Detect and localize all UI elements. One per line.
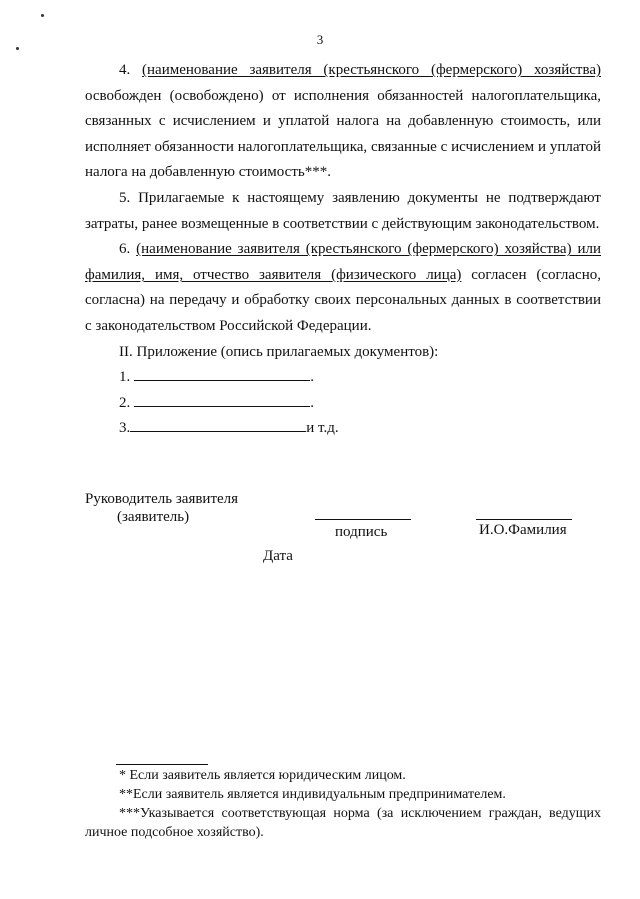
attachment-line-2 — [85, 391, 601, 417]
attachment-heading: II. Приложение (опись прилагаемых документов): — [119, 343, 439, 360]
document-body — [85, 58, 601, 442]
attachment-line-suffix: . — [310, 394, 314, 411]
name-caption: И.О.Фамилия — [479, 522, 567, 538]
paragraph-6 — [85, 237, 601, 339]
paragraph-5 — [85, 186, 601, 237]
paragraph-4-number: 4. — [119, 62, 131, 78]
attachment-line-suffix: и т.д. — [306, 420, 339, 437]
attachment-line-number: 1. — [119, 369, 131, 386]
applicant-name-placeholder: (наименование заявителя (крестьянского (фермерского) хозяйства) — [142, 62, 602, 78]
applicant-label: (заявитель) — [117, 509, 190, 525]
footnote-2: **Если заявитель является индивидуальным предпринимателем. — [119, 787, 506, 802]
attachment-line-number: 2. — [119, 394, 131, 411]
attachment-blank — [130, 416, 306, 432]
date-label: Дата — [263, 548, 293, 564]
scan-dot — [41, 14, 44, 17]
footnote-3: ***Указывается соответствующая норма (за исключением граждан, ведущих личное подсобное хозяйство). — [85, 806, 601, 840]
applicant-fullname-placeholder: (наименование заявителя (крестьянского (фермерского) хозяйства) или фамилия, имя, отчество заявителя (физического лица) — [85, 241, 601, 283]
attachment-blank — [134, 365, 310, 381]
page-number: 3 — [316, 32, 324, 47]
attachment-line-3 — [85, 416, 601, 442]
attachment-line-1 — [85, 365, 601, 391]
signature-caption: подпись — [335, 524, 388, 540]
paragraph-5-text: Прилагаемые к настоящему заявлению документы не подтверждают затраты, ранее возмещенные в соответствии с действующим законодательством. — [85, 189, 601, 232]
footnote-divider — [116, 764, 208, 765]
attachment-line-number: 3. — [119, 420, 131, 437]
attachment-blank — [134, 391, 310, 407]
footnote-1: * Если заявитель является юридическим лицом. — [119, 768, 406, 783]
paragraph-4 — [85, 58, 601, 186]
paragraph-6-number: 6. — [119, 241, 131, 258]
signature-line — [315, 519, 411, 520]
footnotes — [85, 766, 601, 842]
paragraph-6-text: согласен (согласно, согласна) на передачу и обработку своих персональных данных в соответствии с законодательством Российской Федерации. — [85, 266, 601, 334]
paragraph-5-number: 5. — [119, 189, 131, 206]
paragraph-4-text: освобожден (освобождено) от исполнения обязанностей налогоплательщика, связанных с исчислением и уплатой налога на добавленную стоимость, или исполняет обязанности налогоплательщика, связанные с исчислением и уплатой налога на добавленную стоимость***. — [85, 87, 601, 181]
attachment-line-suffix: . — [310, 369, 314, 386]
signatory-title: Руководитель заявителя — [85, 491, 239, 507]
